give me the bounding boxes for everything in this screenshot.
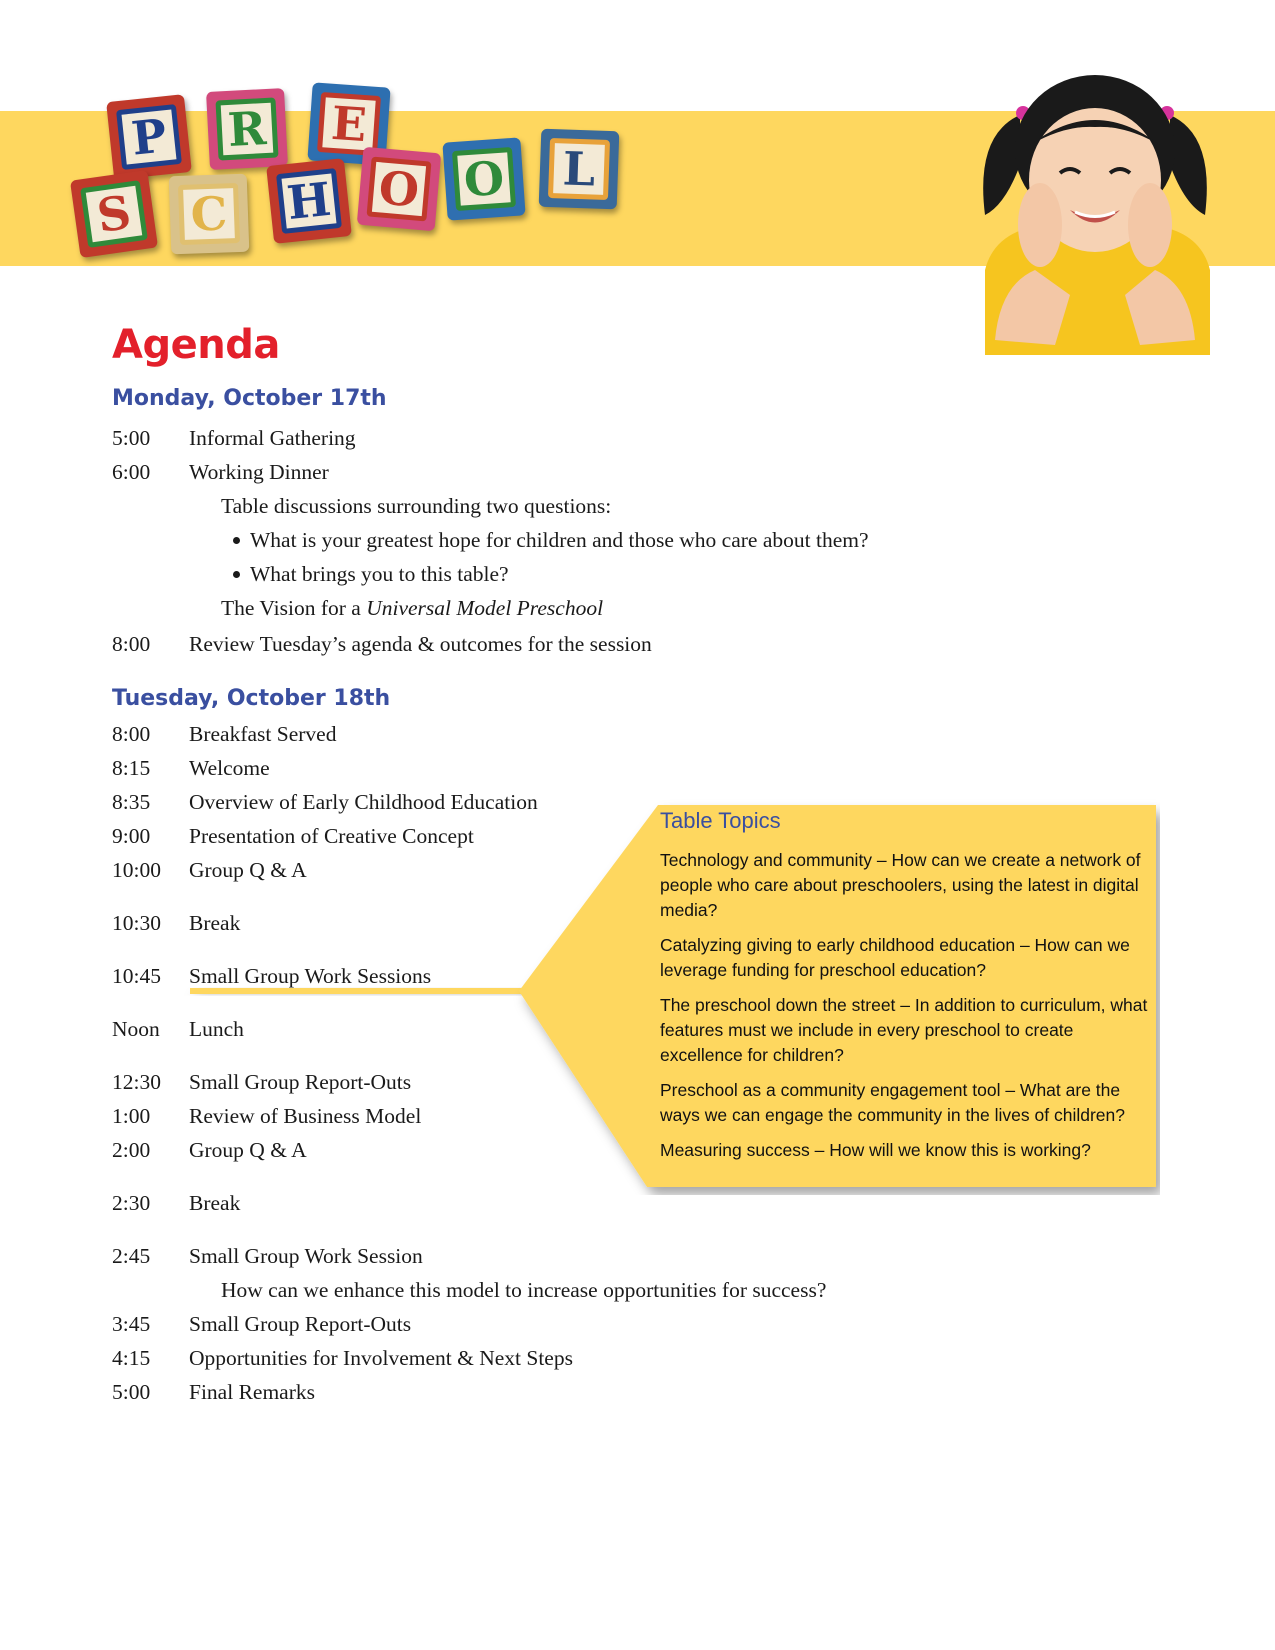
- block-e: E: [307, 82, 390, 165]
- block-o-2: O: [442, 137, 525, 220]
- agenda-time: 5:00: [112, 1380, 151, 1404]
- block-s: S: [70, 170, 158, 258]
- agenda-time: 9:00: [112, 824, 151, 848]
- preschool-blocks-logo: [70, 80, 630, 270]
- agenda-time: 10:45: [112, 964, 161, 988]
- topic-item: Technology and community – How can we create a network of people who care about preschoolers, using the latest in digital media?: [660, 850, 1141, 920]
- bullet-dot-icon: [233, 571, 240, 578]
- agenda-time: 12:30: [112, 1070, 161, 1094]
- agenda-desc: Working Dinner: [189, 460, 329, 484]
- agenda-desc: Opportunities for Involvement & Next Steps: [189, 1346, 573, 1370]
- agenda-time: 6:00: [112, 460, 151, 484]
- agenda-time: 8:35: [112, 790, 151, 814]
- block-o-1: O: [357, 147, 442, 232]
- agenda-time: 8:00: [112, 722, 151, 746]
- agenda-time: 2:00: [112, 1138, 151, 1162]
- agenda-desc: Group Q & A: [189, 1138, 307, 1162]
- monday-heading: Monday, October 17th: [112, 386, 387, 411]
- agenda-desc: Final Remarks: [189, 1380, 315, 1404]
- agenda-desc: Break: [189, 911, 241, 935]
- agenda-time: Noon: [112, 1017, 160, 1041]
- agenda-desc: Lunch: [189, 1017, 244, 1041]
- block-h: H: [266, 158, 352, 244]
- agenda-time: 8:00: [112, 632, 151, 656]
- agenda-time: 5:00: [112, 426, 151, 450]
- block-l: L: [539, 129, 620, 210]
- agenda-desc: Welcome: [189, 756, 270, 780]
- agenda-time: 2:30: [112, 1191, 151, 1215]
- agenda-desc: Presentation of Creative Concept: [189, 824, 474, 848]
- agenda-desc: Review of Business Model: [189, 1104, 422, 1128]
- topic-item: The preschool down the street – In addition to curriculum, what features must we include in every preschool to create excellence for children?: [660, 995, 1148, 1065]
- agenda-desc: Overview of Early Childhood Education: [189, 790, 538, 814]
- agenda-desc: Small Group Report-Outs: [189, 1070, 412, 1094]
- table-topics-title: Table Topics: [660, 808, 781, 833]
- block-r: R: [206, 88, 288, 170]
- vision-line: The Vision for a Universal Model Preschool: [221, 596, 604, 620]
- topic-item: Catalyzing giving to early childhood education – How can we leverage funding for preschool education?: [660, 935, 1130, 980]
- page-title: Agenda: [112, 322, 280, 368]
- discussion-intro: Table discussions surrounding two questions:: [221, 494, 612, 518]
- agenda-desc: Group Q & A: [189, 858, 307, 882]
- agenda-time: 3:45: [112, 1312, 151, 1336]
- bullet-dot-icon: [233, 537, 240, 544]
- table-topics-content: [660, 808, 1155, 1173]
- block-c: C: [169, 174, 250, 255]
- bullet-question: What is your greatest hope for children and those who care about them?: [233, 528, 869, 553]
- agenda-time: 10:30: [112, 911, 161, 935]
- topic-item: Measuring success – How will we know this is working?: [660, 1140, 1091, 1160]
- agenda-desc: Small Group Work Sessions: [189, 964, 432, 988]
- agenda-time: 10:00: [112, 858, 161, 882]
- work-session-question: How can we enhance this model to increase opportunities for success?: [221, 1278, 827, 1302]
- bullet-question: What brings you to this table?: [233, 562, 509, 587]
- agenda-time: 4:15: [112, 1346, 151, 1370]
- topic-item: Preschool as a community engagement tool – What are the ways we can engage the community in the lives of children?: [660, 1080, 1125, 1125]
- agenda-time: 2:45: [112, 1244, 151, 1268]
- agenda-desc: Review Tuesday’s agenda & outcomes for the session: [189, 632, 652, 656]
- tuesday-heading: Tuesday, October 18th: [112, 686, 391, 711]
- agenda-desc: Breakfast Served: [189, 722, 337, 746]
- agenda-desc: Informal Gathering: [189, 426, 356, 450]
- agenda-desc: Small Group Report-Outs: [189, 1312, 412, 1336]
- agenda-time: 1:00: [112, 1104, 151, 1128]
- block-p: P: [106, 94, 192, 180]
- agenda-desc: Small Group Work Session: [189, 1244, 423, 1268]
- agenda-desc: Break: [189, 1191, 241, 1215]
- child-photo-icon: [975, 55, 1215, 355]
- agenda-time: 8:15: [112, 756, 151, 780]
